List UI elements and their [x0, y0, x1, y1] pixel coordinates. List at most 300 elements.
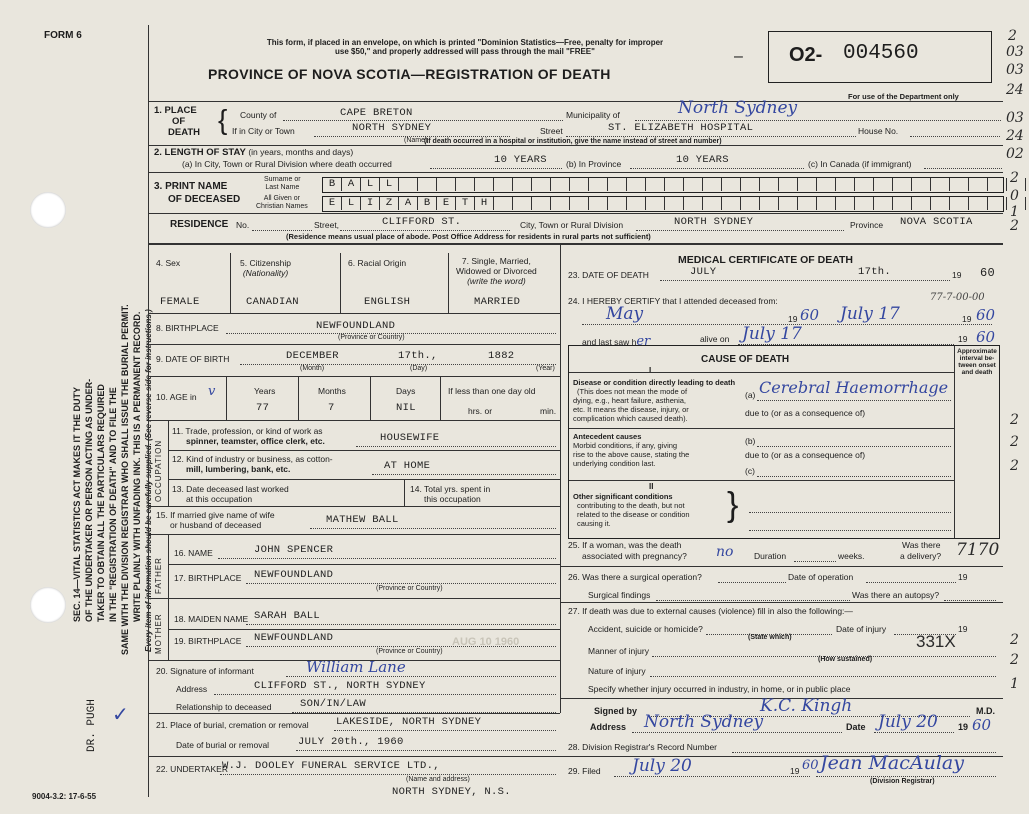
row20-bottom	[148, 713, 560, 714]
mother-birthplace-label: 19. BIRTHPLACE	[174, 636, 242, 646]
mother-birthplace-value: NEWFOUNDLAND	[254, 632, 334, 644]
stay-c-line	[924, 168, 1002, 169]
age-months-label: Months	[318, 386, 346, 396]
page-title: PROVINCE OF NOVA SCOTIA—REGISTRATION OF DEATH	[208, 66, 611, 82]
age-months-value: 7	[328, 402, 335, 414]
signed-by-value: K.C. Kingh	[760, 696, 853, 716]
cause-a-line	[757, 400, 951, 401]
registrar-label: (Division Registrar)	[870, 778, 935, 785]
empty-letter-box	[589, 197, 608, 210]
birthplace-hint: (Province or Country)	[338, 334, 405, 341]
empty-letter-box	[893, 178, 912, 191]
residence-street-value: CLIFFORD ST.	[382, 216, 462, 228]
pregnancy-value: no	[716, 544, 734, 560]
parents-side-divider	[168, 534, 169, 660]
envelope-note-line-2: use $50," and properly addressed will pass through the mail "FREE"	[335, 47, 595, 56]
envelope-note	[180, 38, 750, 56]
cause-c-line	[757, 476, 951, 477]
empty-letter-box	[817, 178, 836, 191]
name-letter-box: I	[361, 197, 380, 210]
residence-no-line	[252, 230, 312, 231]
cause-b-due: due to (or as a consequence of)	[745, 450, 866, 460]
residence-province-value: NOVA SCOTIA	[900, 216, 973, 228]
empty-letter-box	[513, 178, 532, 191]
certify-label: 24. I HEREBY CERTIFY that I attended deceased from:	[568, 296, 778, 306]
empty-letter-box	[912, 178, 931, 191]
delivery-label: Was there a delivery?	[900, 540, 942, 561]
empty-letter-box	[779, 197, 798, 210]
autopsy-label: Was there an autopsy?	[852, 590, 940, 600]
death-month: JULY	[690, 266, 717, 278]
doctor-address-label: Address	[590, 722, 627, 732]
empty-letter-box	[760, 178, 779, 191]
age-check-mark: v	[208, 384, 216, 399]
pregnancy-label: 25. If a woman, was the death associated with pregnancy?	[568, 540, 687, 561]
stay-b-line	[630, 168, 804, 169]
name-letter-box: T	[456, 197, 475, 210]
father-birthplace-line	[246, 583, 556, 584]
racial-origin-label: 6. Racial Origin	[348, 258, 407, 268]
occupation-side-divider	[168, 420, 169, 506]
surgery-label: 26. Was there a surgical operation?	[568, 572, 702, 582]
registration-number: 004560	[843, 42, 919, 65]
delivery-code: 7170	[956, 540, 1000, 560]
stay-b-value: 10 YEARS	[676, 154, 729, 166]
undertaker-label: 22. UNDERTAKER	[156, 764, 228, 774]
spouse-line	[310, 528, 556, 529]
antecedent-label: Antecedent causes Morbid conditions, if any, giving rise to the above cause, stating the underlying condition last.	[573, 432, 690, 468]
registrar-line	[816, 776, 996, 777]
name-letter-box: B	[323, 178, 342, 191]
name-letter-box: Z	[380, 197, 399, 210]
empty-letter-box	[703, 197, 722, 210]
empty-letter-box	[608, 197, 627, 210]
dob-year: 1882	[488, 350, 515, 362]
total-years-label: 14. Total yrs. spent in this occupation	[410, 484, 491, 504]
name-letter-box: A	[399, 197, 418, 210]
cause-a-value: Cerebral Haemorrhage	[759, 378, 949, 397]
row4-bottom	[148, 313, 560, 314]
mother-maiden-value: SARAH BALL	[254, 610, 321, 622]
empty-letter-box	[456, 178, 475, 191]
county-value: CAPE BRETON	[340, 107, 413, 119]
row4-div-3	[448, 253, 449, 313]
md-label: M.D.	[976, 706, 995, 716]
row17-bottom	[148, 598, 560, 599]
empty-letter-box	[437, 178, 456, 191]
death-day: 17th.	[858, 266, 892, 278]
punch-hole-bottom	[30, 587, 66, 623]
cause-b-label: (b)	[745, 436, 756, 446]
cause-title: CAUSE OF DEATH	[701, 354, 790, 365]
empty-letter-box	[722, 178, 741, 191]
dob-day-hint: (Day)	[410, 365, 428, 372]
empty-letter-box	[779, 178, 798, 191]
age-label: 10. AGE in	[156, 392, 197, 402]
alive-60: 60	[976, 328, 996, 346]
alive-on-label: alive on	[700, 334, 730, 344]
burial-place-label: 21. Place of burial, cremation or removal	[156, 720, 309, 730]
side-check-mark: ✓	[112, 704, 129, 726]
racial-origin-value: ENGLISH	[364, 296, 411, 308]
duration-label: Duration	[754, 551, 787, 561]
given-names-boxes	[322, 196, 1004, 212]
name-letter-box: L	[342, 197, 361, 210]
spouse-value: MATHEW BALL	[326, 514, 399, 526]
stay-a-value: 10 YEARS	[494, 154, 547, 166]
empty-letter-box	[684, 178, 703, 191]
sex-label: 4. Sex	[156, 258, 181, 268]
doctor-address-line	[632, 732, 842, 733]
s1-label: 1. PLACE OF DEATH	[154, 105, 201, 138]
certify-60b: 60	[976, 306, 996, 324]
citizenship-value: CANADIAN	[246, 296, 299, 308]
doctor-address-value: North Sydney	[644, 712, 764, 732]
empty-letter-box	[646, 178, 665, 191]
sex-value: FEMALE	[160, 296, 200, 308]
residence-street-line	[340, 230, 510, 231]
informant-label: 20. Signature of informant	[156, 666, 254, 676]
house-no-label: House No.	[858, 126, 899, 136]
name-letter-box: E	[323, 197, 342, 210]
empty-letter-box	[665, 178, 684, 191]
empty-letter-box	[893, 197, 912, 210]
empty-letter-box	[589, 178, 608, 191]
death-date-label: 23. DATE OF DEATH	[568, 270, 649, 280]
hrs-label: hrs. or	[468, 406, 493, 416]
spouse-label: 15. If married give name of wife or husband of deceased	[156, 510, 275, 530]
empty-letter-box	[912, 197, 931, 210]
municipality-value: North Sydney	[678, 98, 798, 118]
empty-letter-box	[874, 197, 893, 210]
direct-cause-label: Disease or condition directly leading to death (This does not mean the mode of dying, e.g., heart failure, asthenia, etc. It means the disease, injury, or complication which caused death).	[573, 378, 736, 423]
mother-side-label: MOTHER	[154, 613, 163, 654]
empty-letter-box	[551, 197, 570, 210]
empty-letter-box	[798, 197, 817, 210]
father-birthplace-hint: (Province or Country)	[376, 585, 443, 592]
other-line-2	[749, 530, 951, 531]
undertaker-address: NORTH SYDNEY, N.S.	[392, 786, 511, 798]
empty-letter-box	[836, 178, 855, 191]
dob-month: DECEMBER	[286, 350, 339, 362]
empty-letter-box	[608, 178, 627, 191]
doctor-date-label: Date	[846, 722, 866, 732]
s2-label: 2. LENGTH OF STAY (in years, months and days)	[154, 147, 354, 158]
doctor-date-line	[874, 732, 954, 733]
age-div-4	[440, 376, 441, 420]
rule-top	[148, 101, 1003, 102]
empty-letter-box	[931, 197, 950, 210]
age-years-label: Years	[254, 386, 276, 396]
empty-letter-box	[551, 178, 570, 191]
frame-left	[148, 25, 149, 797]
informant-address-line	[214, 694, 556, 695]
approx-interval-label: Approximate interval be- tween onset and death	[957, 348, 997, 376]
cause-a-due: due to (or as a consequence of)	[745, 408, 866, 418]
street-line	[566, 136, 856, 137]
name-letter-box: L	[361, 178, 380, 191]
certify-to-value: July 17	[840, 304, 900, 324]
empty-letter-box	[399, 178, 418, 191]
operation-19: 19	[958, 572, 968, 582]
certify-19b: 19	[962, 314, 972, 324]
rule-2	[148, 172, 1003, 173]
signed-by-label: Signed by	[594, 706, 638, 716]
empty-letter-box	[665, 197, 684, 210]
empty-letter-box	[969, 197, 988, 210]
cause-header-rule	[569, 372, 954, 373]
empty-letter-box	[969, 178, 988, 191]
certify-60a: 60	[800, 306, 820, 324]
trade-line	[356, 446, 556, 447]
empty-letter-box	[684, 197, 703, 210]
informant-address-value: CLIFFORD ST., NORTH SYDNEY	[254, 680, 426, 692]
empty-letter-box	[855, 197, 874, 210]
stay-a-label: (a) In City, Town or Rural Division where death occurred	[182, 159, 392, 169]
age-days-label: Days	[396, 386, 416, 396]
duration-line	[794, 561, 836, 562]
empty-letter-box	[627, 178, 646, 191]
cause-c-label: (c)	[745, 466, 755, 476]
filed-line	[614, 776, 810, 777]
last-saw-label: and last saw her	[582, 334, 651, 349]
empty-letter-box	[874, 178, 893, 191]
father-side-label: FATHER	[154, 557, 163, 594]
empty-letter-box	[722, 197, 741, 210]
accident-label: Accident, suicide or homicide?	[588, 624, 703, 634]
burial-date-line	[296, 750, 556, 751]
marital-value: MARRIED	[474, 296, 521, 308]
city-name-hint: (Name)	[404, 137, 428, 144]
empty-letter-box	[513, 197, 532, 210]
row15-bottom	[148, 534, 560, 535]
cause-c-rule	[569, 480, 954, 481]
specify-label: Specify whether injury occurred in industry, in home, or in public place	[588, 684, 851, 694]
residence-street-label: Street,	[314, 220, 340, 230]
residence-label: RESIDENCE	[170, 219, 229, 230]
undertaker-value: W.J. DOOLEY FUNERAL SERVICE LTD.,	[222, 760, 440, 772]
residence-city-label: City, Town or Rural Division	[520, 220, 624, 230]
dept-use-note: For use of the Department only	[848, 92, 959, 101]
street-label: Street	[540, 126, 563, 136]
stay-c-label: (c) In Canada (if immigrant)	[808, 159, 912, 169]
burial-place-line	[334, 730, 556, 731]
residence-no-label: No.	[236, 220, 250, 230]
informant-signature: William Lane	[306, 658, 406, 676]
dob-month-hint: (Month)	[300, 365, 325, 372]
other-line-1	[749, 512, 951, 513]
industry-value: AT HOME	[384, 460, 431, 472]
doctor-date-value: July 20	[878, 712, 938, 732]
row10-bottom	[148, 420, 560, 421]
death-year: 60	[980, 266, 996, 280]
row11-bottom	[168, 450, 560, 451]
registrar-signature: Jean MacAulay	[820, 752, 964, 774]
empty-letter-box	[988, 178, 1007, 191]
empty-letter-box	[855, 178, 874, 191]
s1-brace: {	[218, 104, 228, 135]
cause-b-line	[757, 446, 951, 447]
registration-number-box	[768, 31, 992, 83]
less-than-day-label: If less than one day old	[448, 386, 536, 396]
empty-letter-box	[798, 178, 817, 191]
row13-bottom	[148, 506, 560, 507]
external-causes-label: 27. If death was due to external causes (violence) fill in also the following:—	[568, 606, 853, 616]
empty-letter-box	[532, 178, 551, 191]
dob-label: 9. DATE OF BIRTH	[156, 354, 230, 364]
rule-3	[148, 213, 1003, 214]
given-names-label: All Given or Christian Names	[256, 195, 308, 210]
father-birthplace-value: NEWFOUNDLAND	[254, 569, 334, 581]
age-years-value: 77	[256, 402, 270, 414]
empty-letter-box	[627, 197, 646, 210]
empty-letter-box	[741, 178, 760, 191]
stay-b-label: (b) In Province	[566, 159, 622, 169]
father-name-value: JOHN SPENCER	[254, 544, 334, 556]
occupation-side-label: OCCUPATION	[154, 439, 163, 502]
other-conditions-label: Other significant conditions contributing to the death, but not related to the disease or condition causing it.	[573, 492, 690, 528]
father-birthplace-label: 17. BIRTHPLACE	[174, 573, 242, 583]
empty-letter-box	[475, 178, 494, 191]
row4-div-2	[340, 253, 341, 313]
side-signature: DR. PUGH	[86, 699, 98, 752]
surgical-findings-label: Surgical findings	[588, 590, 651, 600]
empty-letter-box	[741, 197, 760, 210]
empty-letter-box	[570, 178, 589, 191]
row8-bottom	[148, 344, 560, 345]
center-divider	[560, 243, 561, 713]
dob-line	[240, 364, 556, 365]
relationship-label: Relationship to deceased	[176, 702, 272, 712]
certify-19a: 19	[788, 314, 798, 324]
age-div-2	[298, 376, 299, 420]
s3-label: 3. PRINT NAME OF DECEASED	[154, 181, 241, 205]
injury-19: 19	[958, 624, 968, 634]
cause-of-death-box	[568, 345, 1000, 539]
weeks-label: weeks.	[838, 551, 865, 561]
empty-letter-box	[760, 197, 779, 210]
operation-date-label: Date of operation	[788, 572, 854, 582]
last-worked-label: 13. Date deceased last worked at this occupation	[172, 484, 289, 504]
empty-letter-box	[646, 197, 665, 210]
name-letter-box: E	[437, 197, 456, 210]
burial-date-value: JULY 20th., 1960	[298, 736, 404, 748]
street-value: ST. ELIZABETH HOSPITAL	[608, 122, 754, 134]
nature-label: Nature of injury	[588, 666, 646, 676]
informant-line	[286, 676, 556, 677]
name-letter-box: H	[475, 197, 494, 210]
trade-value: HOUSEWIFE	[380, 432, 440, 444]
surname-boxes	[322, 177, 1004, 193]
other-brace: }	[727, 486, 739, 524]
death-19: 19	[952, 270, 962, 280]
row12-bottom	[168, 479, 560, 480]
empty-letter-box	[817, 197, 836, 210]
envelope-note-line-1: This form, if placed in an envelope, on which is printed "Dominion Statistics—Free, penalty for improper	[266, 38, 664, 47]
row26-bottom	[560, 602, 1003, 603]
empty-letter-box	[703, 178, 722, 191]
manner-label: Manner of injury	[588, 646, 649, 656]
form-number: FORM 6	[44, 30, 82, 41]
trade-label: 11. Trade, profession, or kind of work as spinner, teamster, office clerk, etc.	[172, 426, 325, 446]
injury-date-label: Date of injury	[836, 624, 887, 634]
dob-day: 17th.,	[398, 350, 438, 362]
mother-maiden-line	[246, 624, 556, 625]
empty-letter-box	[418, 178, 437, 191]
empty-letter-box	[836, 197, 855, 210]
death-date-line	[660, 280, 950, 281]
roman-one: I	[649, 366, 652, 375]
alive-on-value: July 17	[742, 324, 802, 344]
marital-label: 7. Single, Married, Widowed or Divorced (write the word)	[456, 256, 537, 286]
empty-letter-box	[1007, 178, 1026, 191]
industry-line	[372, 474, 556, 475]
age-div-3	[370, 376, 371, 420]
accident-state-hint: (State which)	[748, 634, 792, 641]
county-label: County of	[240, 110, 277, 120]
certify-note: 77-7-00-00	[930, 292, 985, 303]
birthplace-value: NEWFOUNDLAND	[316, 320, 396, 332]
row25-bottom	[560, 566, 1003, 567]
city-label: If in City or Town	[232, 126, 295, 136]
name-letter-box: A	[342, 178, 361, 191]
municipality-line	[635, 120, 1001, 121]
operation-date-line	[866, 582, 956, 583]
residence-province-label: Province	[850, 220, 884, 230]
age-days-value: NIL	[396, 402, 416, 414]
empty-letter-box	[950, 197, 969, 210]
print-code: 9004-3.2: 17-6-55	[32, 792, 97, 801]
surgery-line	[718, 582, 786, 583]
mother-maiden-label: 18. MAIDEN NAME	[174, 614, 249, 624]
empty-letter-box	[532, 197, 551, 210]
empty-letter-box	[494, 197, 513, 210]
record-number-label: 28. Division Registrar's Record Number	[568, 742, 718, 752]
burial-place-value: LAKESIDE, NORTH SYDNEY	[336, 716, 482, 728]
cause-a-rule	[569, 428, 954, 429]
doctor-date-19: 19	[958, 722, 969, 732]
residence-city-line	[636, 230, 844, 231]
name-letter-box: B	[418, 197, 437, 210]
row16-bottom	[168, 564, 560, 565]
residence-city-value: NORTH SYDNEY	[674, 216, 754, 228]
doctor-date-60: 60	[972, 716, 992, 734]
name-letter-box: L	[380, 178, 399, 191]
hospital-note: (If death occurred in a hospital or institution, give the name instead of street and number)	[424, 138, 722, 145]
min-label: min.	[540, 406, 557, 416]
industry-label: 12. Kind of industry or business, as cotton- mill, lumbering, bank, etc.	[172, 454, 333, 474]
burial-date-label: Date of burial or removal	[176, 740, 270, 750]
rule-4	[148, 243, 1003, 245]
empty-letter-box	[950, 178, 969, 191]
filed-label: 29. Filed	[568, 766, 601, 776]
row4-div-1	[230, 253, 231, 313]
surname-label: Surname or Last Name	[264, 176, 301, 191]
father-name-label: 16. NAME	[174, 548, 213, 558]
empty-letter-box	[494, 178, 513, 191]
empty-letter-box	[1007, 197, 1026, 210]
undertaker-hint: (Name and address)	[406, 776, 470, 783]
roman-two: II	[649, 482, 654, 491]
filed-19: 19	[790, 766, 800, 776]
alive-19: 19	[958, 334, 968, 344]
stay-a-line	[430, 168, 562, 169]
father-name-line	[218, 558, 556, 559]
birthplace-label: 8. BIRTHPLACE	[156, 323, 219, 333]
rule-1	[148, 145, 1003, 146]
filed-value: July 20	[632, 756, 692, 776]
house-no-line	[910, 136, 1000, 137]
